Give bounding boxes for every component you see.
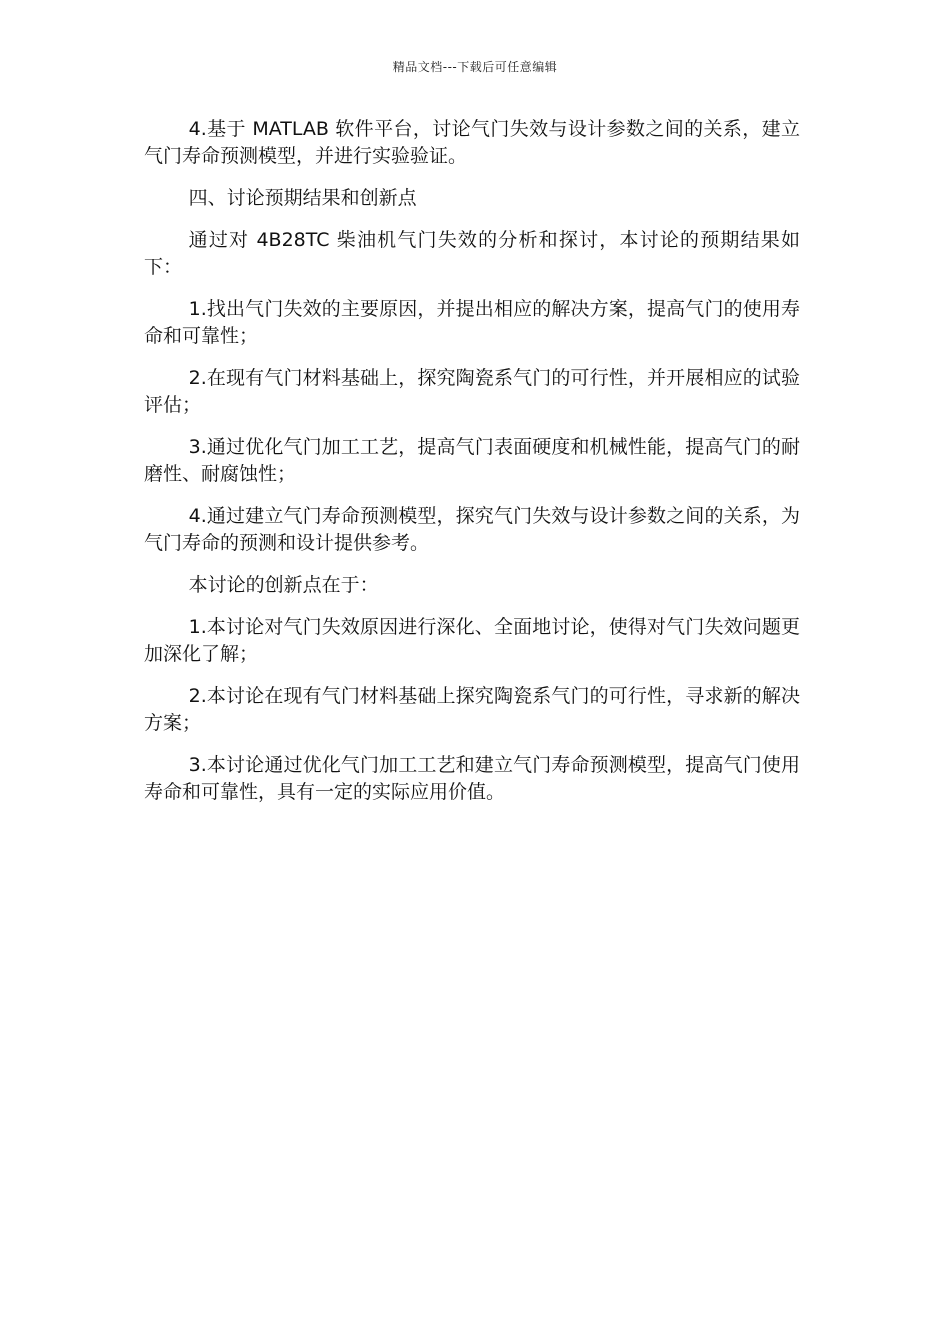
section-heading-results: 四、讨论预期结果和创新点: [188, 187, 417, 209]
paragraph-results-intro: 通过对 4B28TC 柴油机气门失效的分析和探讨，本讨论的预期结果如下：: [144, 229, 800, 278]
paragraph-innovation-3: 3.本讨论通过优化气门加工工艺和建立气门寿命预测模型，提高气门使用寿命和可靠性，具有一定的实际应用价值。: [144, 754, 800, 803]
page-header: 精品文档---下载后可任意编辑: [392, 60, 558, 74]
document-body: [144, 116, 800, 821]
paragraph-result-4: 4.通过建立气门寿命预测模型，探究气门失效与设计参数之间的关系，为气门寿命的预测和设计提供参考。: [144, 505, 800, 554]
paragraph-result-2: 2.在现有气门材料基础上，探究陶瓷系气门的可行性，并开展相应的试验评估；: [144, 367, 800, 416]
paragraph-result-3: 3.通过优化气门加工工艺，提高气门表面硬度和机械性能，提高气门的耐磨性、耐腐蚀性；: [144, 436, 800, 485]
paragraph-innovation-2: 2.本讨论在现有气门材料基础上探究陶瓷系气门的可行性，寻求新的解决方案；: [144, 685, 800, 734]
paragraph-innovation-1: 1.本讨论对气门失效原因进行深化、全面地讨论，使得对气门失效问题更加深化了解；: [144, 616, 800, 665]
paragraph-result-1: 1.找出气门失效的主要原因，并提出相应的解决方案，提高气门的使用寿命和可靠性；: [144, 298, 800, 347]
paragraph-matlab-model: 4.基于 MATLAB 软件平台，讨论气门失效与设计参数之间的关系，建立气门寿命预测模型，并进行实验验证。: [144, 118, 800, 167]
paragraph-innovation-intro: 本讨论的创新点在于：: [188, 574, 379, 596]
